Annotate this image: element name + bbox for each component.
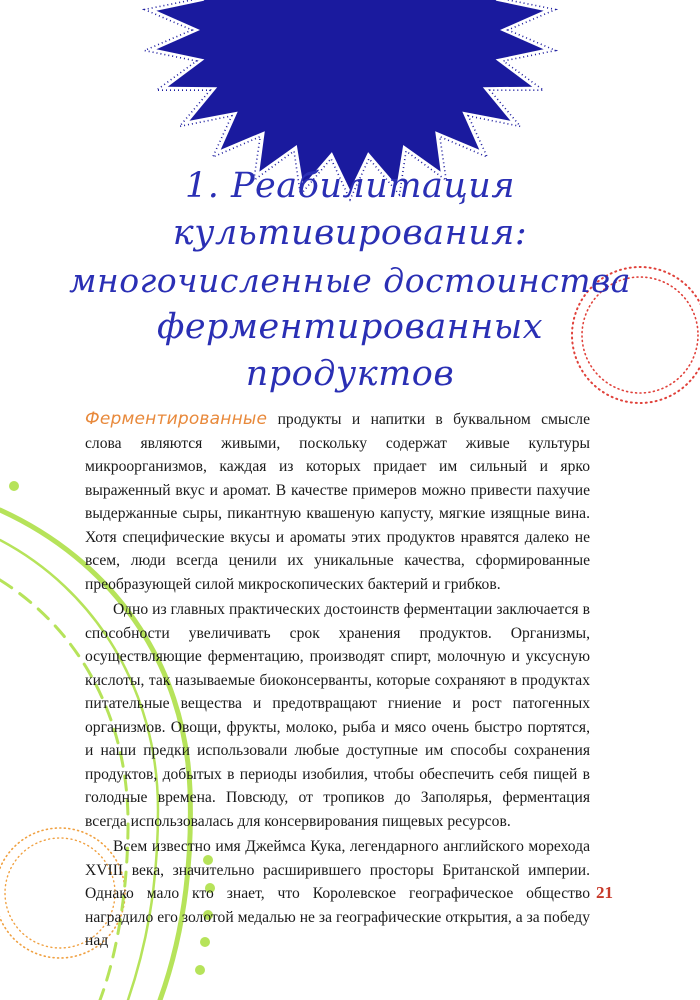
paragraph: Всем известно имя Джеймса Кука, легендарного английского морехода XVIII века, значительно расширившего просторы Британской империи. Однако мало кто знает, что Королевское географическое общество наградило его золотой медалью не за географические открытия, а за победу над: [85, 838, 590, 949]
green-dot: [195, 965, 205, 975]
title-line: 1. Реабилитация: [184, 166, 516, 206]
paragraph: Одно из главных практических достоинств ферментации заключается в способности увеличивать срок хранения продуктов. Организмы, осуществляющие ферментацию, производят спирт, молочную и уксусную кислоты, так называемые биоконсерванты, которые сохраняют в продуктах питательные вещества и предотвращают гниение и рост патогенных организмов. Овощи, фрукты, молоко, рыба и мясо очень быстро портятся, и наши предки использовали любые доступные им способы сохранения продуктов, добытых в периоды изобилия, чтобы обеспечить себя пищей в голодные времена. Повсюду, от тропиков до Заполярья, ферментация всегда использовалась для консервирования пищевых ресурсов.: [85, 601, 590, 830]
starburst-shape: [156, 0, 543, 190]
title-line: многочисленные достоинства: [69, 261, 631, 300]
green-dot: [9, 481, 19, 491]
lead-word: Ферментированные: [85, 409, 268, 429]
paragraph-text: продукты и напитки в буквальном смысле слова являются живыми, поскольку содержат живые культуры микроорганизмов, каждая из которых придает им сильный и ярко выраженный вкус и аромат. В качестве примеров можно привести пахучие выдержанные сыры, пикантную квашеную капусту, мягкие изящные вина. Хотя специфические вкусы и ароматы этих продуктов нравятся далеко не всем, люди всегда ценили их уникальные качества, сформированные преобразующей силой микроскопических бактерий и грибков.: [85, 411, 590, 593]
title-line: культивирования:: [172, 213, 528, 253]
chapter-title: [60, 163, 640, 398]
title-line: продуктов: [245, 354, 455, 394]
title-line: ферментированных: [156, 307, 544, 347]
body-text: [85, 408, 590, 955]
paragraph: [85, 408, 590, 596]
page-number: 21: [596, 883, 613, 902]
